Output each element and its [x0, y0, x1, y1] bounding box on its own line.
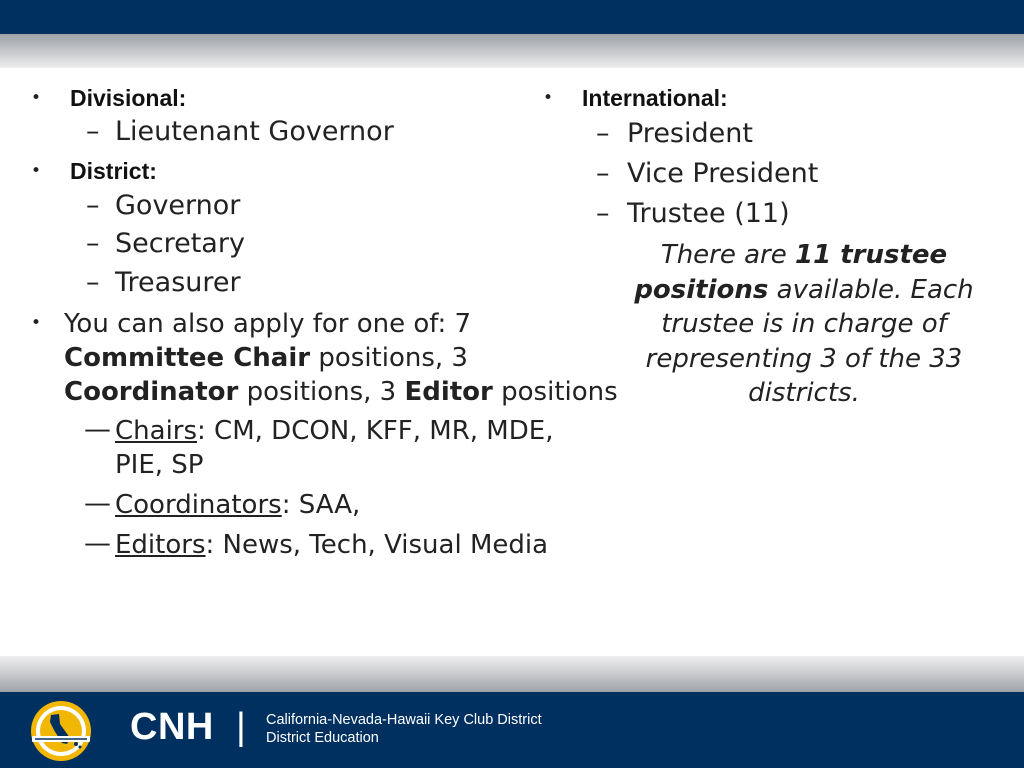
bottom-gradient-band [0, 656, 1024, 692]
apply-text-2: positions, 3 [310, 343, 468, 373]
dash: – [86, 190, 100, 221]
committee-chair-bold: Committee Chair [64, 343, 311, 373]
dash: – [86, 267, 100, 298]
dash: – [596, 118, 610, 149]
dash: – [596, 158, 610, 189]
footer-line-district: California-Nevada-Hawaii Key Club District [266, 712, 542, 728]
bullet: • [31, 161, 42, 181]
note-post: available. Each trustee is in charge of representing 3 of the 33 districts. [645, 274, 974, 408]
dash: – [596, 198, 610, 229]
item-president: President [627, 118, 753, 149]
em-dash: — [84, 414, 111, 445]
item-trustee: Trustee (11) [627, 198, 790, 229]
note-pre: There are [660, 240, 796, 270]
divisional-label: Divisional: [70, 85, 187, 111]
cnh-brand: CNH [130, 706, 214, 748]
coordinator-bold: Coordinator [64, 377, 239, 407]
key-club-logo-icon [26, 700, 96, 762]
item-treasurer: Treasurer [115, 267, 241, 298]
editors-item [115, 528, 595, 562]
chairs-label: Chairs [115, 416, 198, 446]
chairs-item [115, 414, 595, 482]
editors-rest: : News, Tech, Visual Media [205, 530, 549, 560]
apply-text-1: You can also apply for one of: 7 [64, 309, 472, 339]
em-dash: — [84, 488, 111, 519]
note-bold: 11 trustee positions [634, 240, 948, 305]
coordinators-rest: : SAA, [281, 490, 361, 520]
editors-label: Editors [115, 530, 206, 560]
bullet: • [31, 313, 42, 333]
footer-line-education: District Education [266, 730, 379, 746]
dash: – [86, 228, 100, 259]
trustee-note [590, 238, 1018, 411]
district-label: District: [70, 158, 157, 184]
coordinators-item [115, 488, 595, 522]
editor-bold: Editor [404, 377, 493, 407]
coordinators-label: Coordinators [115, 490, 282, 520]
apply-text-4: positions [492, 377, 618, 407]
item-governor: Governor [115, 190, 241, 221]
apply-text-3: positions, 3 [238, 377, 405, 407]
top-bar [0, 0, 1024, 34]
dash: – [86, 116, 100, 147]
item-secretary: Secretary [115, 228, 245, 259]
apply-paragraph [64, 307, 624, 409]
item-lieutenant-governor: Lieutenant Governor [115, 116, 394, 147]
brand-separator: | [236, 706, 246, 748]
bullet: • [31, 88, 42, 108]
item-vice-president: Vice President [627, 158, 819, 189]
international-label: International: [582, 85, 728, 111]
top-gradient-band [0, 34, 1024, 68]
bullet: • [543, 88, 554, 108]
chairs-rest-2: PIE, SP [115, 450, 204, 480]
chairs-rest-1: : CM, DCON, KFF, MR, MDE, [197, 416, 554, 446]
em-dash: — [84, 528, 111, 559]
